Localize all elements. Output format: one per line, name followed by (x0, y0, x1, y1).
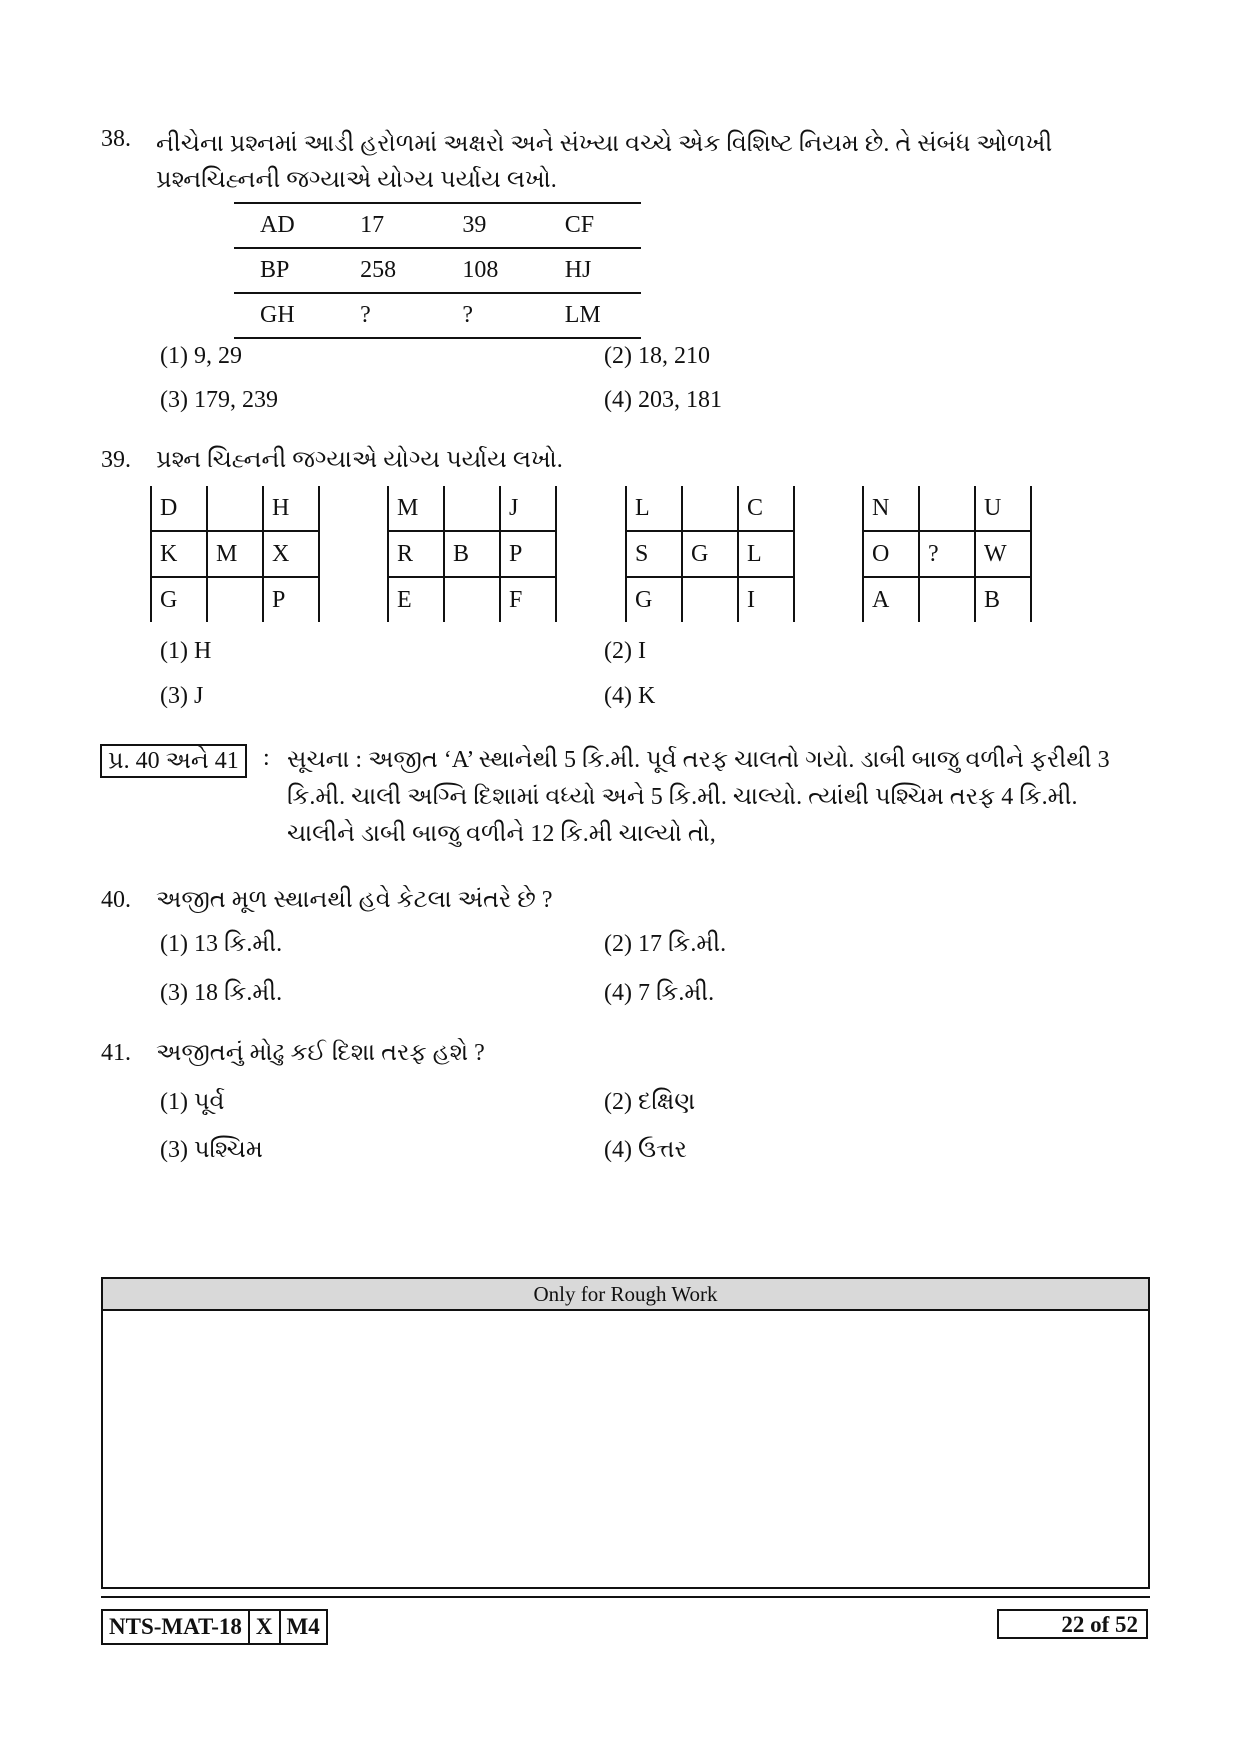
option-4[interactable]: (4) 7 કિ.મી. (604, 980, 715, 1006)
grid-cell: W (975, 531, 1031, 577)
question-number: 39. (101, 447, 131, 473)
grid-cell (444, 486, 500, 531)
grid-cell: L (738, 531, 794, 577)
table-cell: CF (539, 203, 641, 248)
question-text: પ્રશ્ન ચિહ્નની જગ્યાએ યોગ્ય પર્યાય લખો. (156, 447, 563, 473)
grid-cell: ? (919, 531, 975, 577)
grid-cell: G (151, 577, 207, 622)
grid-cell: D (151, 486, 207, 531)
table-cell: HJ (539, 248, 641, 293)
grid-cell: F (500, 577, 556, 622)
rough-work-box (101, 1277, 1150, 1589)
option-3[interactable]: (3) પશ્ચિમ (160, 1137, 263, 1163)
rough-work-title: Only for Rough Work (103, 1279, 1148, 1311)
table-cell: AD (234, 203, 334, 248)
table-cell: 258 (334, 248, 436, 293)
question-text: નીચેના પ્રશ્નમાં આડી હરોળમાં અક્ષરો અને સંખ્યા વચ્ચે એક વિશિષ્ટ નિયમ છે. તે સંબંધ ઓળખી પ્રશ્નચિહ્નની જગ્યાએ યોગ્ય પર્યાય લખો. (156, 131, 1053, 193)
table-cell: LM (539, 293, 641, 338)
grid-cell (207, 577, 263, 622)
option-3[interactable]: (3) 179, 239 (160, 387, 278, 413)
table-cell: 39 (436, 203, 538, 248)
grid-cell: C (738, 486, 794, 531)
question-text: અજીત મૂળ સ્થાનથી હવે કેટલા અંતરે છે ? (156, 887, 553, 913)
grid-cell (207, 486, 263, 531)
instruction-label: પ્ર. 40 અને 41 (100, 744, 247, 778)
instruction-line-2: કિ.મી. ચાલી અગ્નિ દિશામાં વધ્યો અને 5 કિ.મી. ચાલ્યો. ત્યાંથી પશ્ચિમ તરફ 4 કિ.મી. (287, 784, 1078, 810)
grid-cell: O (863, 531, 919, 577)
grid-cell: U (975, 486, 1031, 531)
grid-cell (919, 577, 975, 622)
option-2[interactable]: (2) I (604, 638, 646, 664)
question-text: અજીતનું મોઢુ કઈ દિશા તરફ હશે ? (156, 1040, 485, 1066)
grid-cell: L (626, 486, 682, 531)
table-cell: BP (234, 248, 334, 293)
grid-cell: J (500, 486, 556, 531)
footer-code-box (101, 1609, 328, 1645)
instruction-colon: : (263, 745, 270, 771)
grid-cell: B (444, 531, 500, 577)
grid-cell: X (263, 531, 319, 577)
grid-cell: S (626, 531, 682, 577)
exam-code: NTS-MAT-18 (102, 1610, 249, 1644)
grid-cell (682, 486, 738, 531)
grid-cell: E (388, 577, 444, 622)
instruction-line-3: ચાલીને ડાબી બાજુ વળીને 12 કિ.મી ચાલ્યો તો, (287, 821, 716, 847)
grid-cell: I (738, 577, 794, 622)
option-3[interactable]: (3) 18 કિ.મી. (160, 980, 283, 1006)
question-number: 41. (101, 1040, 131, 1066)
grid-cell (444, 577, 500, 622)
letter-grid-3 (625, 486, 795, 622)
grid-cell: G (682, 531, 738, 577)
table-cell: ? (334, 293, 436, 338)
grid-cell (919, 486, 975, 531)
table-cell: GH (234, 293, 334, 338)
grid-cell: M (388, 486, 444, 531)
grid-cell: N (863, 486, 919, 531)
option-1[interactable]: (1) પૂર્વ (160, 1089, 225, 1115)
option-1[interactable]: (1) 9, 29 (160, 343, 242, 369)
class-code: X (249, 1610, 280, 1644)
option-4[interactable]: (4) ઉત્તર (604, 1137, 687, 1163)
grid-cell (682, 577, 738, 622)
table-cell: 108 (436, 248, 538, 293)
question-number: 40. (101, 887, 131, 913)
option-2[interactable]: (2) દક્ષિણ (604, 1089, 696, 1115)
grid-cell: H (263, 486, 319, 531)
grid-cell: G (626, 577, 682, 622)
letter-grid-4 (862, 486, 1032, 622)
option-4[interactable]: (4) 203, 181 (604, 387, 722, 413)
instruction-line-1: સૂચના : અજીત ‘A’ સ્થાનેથી 5 કિ.મી. પૂર્વ તરફ ચાલતો ગયો. ડાબી બાજુ વળીને ફરીથી 3 (287, 747, 1110, 773)
letter-grid-2 (387, 486, 557, 622)
grid-cell: A (863, 577, 919, 622)
option-2[interactable]: (2) 18, 210 (604, 343, 710, 369)
version-code: M4 (280, 1610, 327, 1644)
option-1[interactable]: (1) H (160, 638, 212, 664)
grid-cell: P (263, 577, 319, 622)
option-2[interactable]: (2) 17 કિ.મી. (604, 931, 727, 957)
grid-cell: R (388, 531, 444, 577)
option-1[interactable]: (1) 13 કિ.મી. (160, 931, 283, 957)
grid-cell: B (975, 577, 1031, 622)
question-number: 38. (101, 126, 131, 152)
grid-cell: K (151, 531, 207, 577)
page-number: 22 of 52 (997, 1609, 1148, 1639)
footer-rule (101, 1596, 1150, 1598)
table-cell: ? (436, 293, 538, 338)
letter-grid-1 (150, 486, 320, 622)
table-cell: 17 (334, 203, 436, 248)
option-4[interactable]: (4) K (604, 683, 656, 709)
grid-cell: M (207, 531, 263, 577)
option-3[interactable]: (3) J (160, 683, 204, 709)
grid-cell: P (500, 531, 556, 577)
letter-number-table (234, 202, 641, 339)
